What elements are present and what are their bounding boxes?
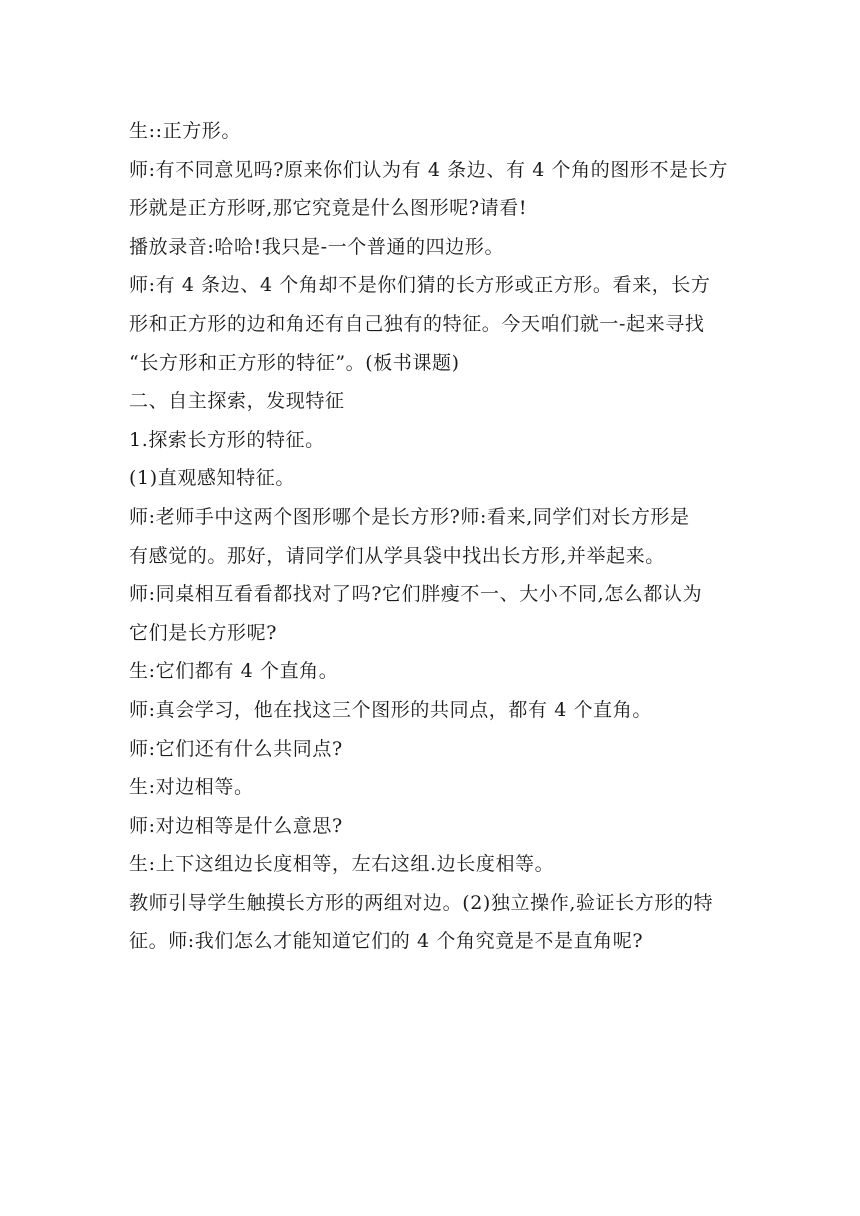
document-body	[129, 112, 739, 961]
text-line: 形就是正方形呀,那它究竟是什么图形呢?请看!	[129, 197, 528, 220]
text-line: “长方形和正方形的特征”。(板书课题)	[129, 351, 460, 374]
text-line: 生::正方形。	[129, 120, 242, 142]
text-line: 生:它们都有 4 个直角。	[129, 660, 339, 683]
text-line: 生:对边相等。	[129, 776, 254, 799]
text-line: 它们是长方形呢?	[129, 621, 277, 644]
text-line: 师:有 4 条边、4 个角却不是你们猜的长方形或正方形。看来，长方	[129, 274, 711, 297]
text-line: 师:对边相等是什么意思?	[129, 814, 343, 837]
section-heading: 二、自主探索，发现特征	[129, 390, 345, 413]
subsection-heading: 1.探索长方形的特征。	[129, 428, 325, 451]
text-line: (1)直观感知特征。	[129, 467, 295, 490]
text-line: 生:上下这组边长度相等，左右这组.边长度相等。	[129, 853, 555, 876]
text-line: 教师引导学生触摸长方形的两组对边。(2)独立操作,验证长方形的特	[129, 891, 714, 914]
text-line: 师:它们还有什么共同点?	[129, 737, 343, 760]
text-line: 师:真会学习，他在找这三个图形的共同点，都有 4 个直角。	[129, 698, 652, 721]
text-line: 师:同桌相互看看都找对了吗?它们胖瘦不一、大小不同,怎么都认为	[129, 583, 703, 606]
text-line: 播放录音:哈哈!我只是-一个普通的四边形。	[129, 235, 505, 258]
text-line: 征。师:我们怎么才能知道它们的 4 个角究竟是不是直角呢?	[129, 930, 644, 953]
text-line: 师:有不同意见吗?原来你们认为有 4 条边、有 4 个角的图形不是长方	[129, 158, 728, 181]
text-line: 师:老师手中这两个图形哪个是长方形?师:看来,同学们对长方形是	[129, 505, 690, 528]
text-line: 形和正方形的边和角还有自己独有的特征。今天咱们就一-起来寻找	[129, 312, 705, 335]
text-line: 有感觉的。那好，请同学们从学具袋中找出长方形,并举起来。	[129, 544, 665, 567]
